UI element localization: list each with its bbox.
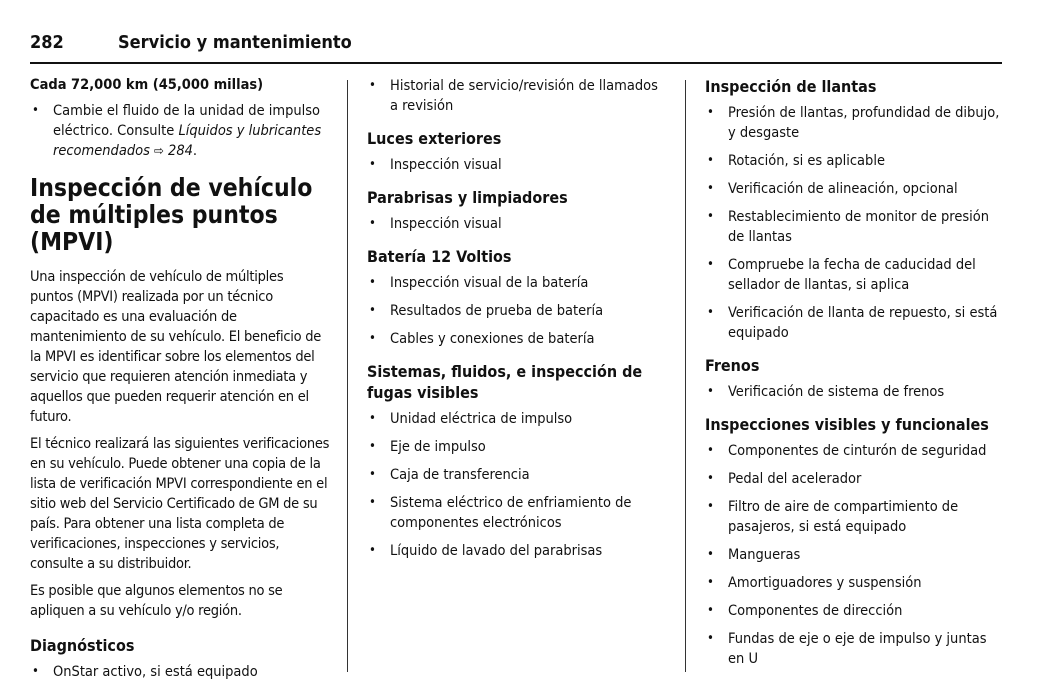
item-text: Caja de transferencia bbox=[390, 467, 530, 483]
bullet: • bbox=[707, 443, 714, 458]
item-text: Líquido de lavado del parabrisas bbox=[390, 543, 603, 559]
paragraph: Es posible que algunos elementos no se apliquen a su vehículo y/o región. bbox=[30, 583, 283, 619]
bullet: • bbox=[707, 209, 714, 224]
list-item bbox=[367, 155, 667, 175]
list-item bbox=[705, 601, 1005, 621]
mpvi-paragraphs bbox=[30, 267, 330, 621]
page-header bbox=[30, 30, 1002, 64]
section-list bbox=[705, 103, 1005, 343]
section-title: Servicio y mantenimiento bbox=[118, 32, 352, 53]
bullet: • bbox=[707, 384, 714, 399]
section-list bbox=[367, 214, 667, 234]
list-item bbox=[367, 541, 667, 561]
header-rule bbox=[30, 62, 1002, 64]
bullet: • bbox=[369, 495, 376, 510]
section-list bbox=[367, 155, 667, 175]
item-text: OnStar activo, si está equipado bbox=[53, 664, 258, 680]
item-text: Rotación, si es aplicable bbox=[728, 153, 885, 169]
bullet: • bbox=[369, 303, 376, 318]
section-list bbox=[705, 382, 1005, 402]
list-item bbox=[367, 329, 667, 349]
bullet: • bbox=[707, 631, 714, 646]
section-list bbox=[705, 441, 1005, 669]
bullet: • bbox=[369, 216, 376, 231]
item-text: Unidad eléctrica de impulso bbox=[390, 411, 573, 427]
section-list bbox=[367, 409, 667, 561]
bullet: • bbox=[707, 547, 714, 562]
list-item bbox=[30, 101, 330, 162]
section-heading: Frenos bbox=[705, 356, 760, 375]
item-text: Filtro de aire de compartimiento de pasajeros, si está equipado bbox=[728, 499, 959, 535]
list-item bbox=[367, 214, 667, 234]
list-item bbox=[705, 629, 1005, 669]
mpvi-title: Inspección de vehículo de múltiples puntos (MPVI) bbox=[30, 173, 313, 256]
bullet: • bbox=[707, 153, 714, 168]
item-text: Componentes de dirección bbox=[728, 603, 903, 619]
list-item bbox=[367, 409, 667, 429]
item-text: Historial de servicio/revisión de llamados a revisión bbox=[390, 78, 658, 114]
list-item bbox=[705, 303, 1005, 343]
item-text: Verificación de llanta de repuesto, si está equipado bbox=[728, 305, 998, 341]
list-item bbox=[367, 301, 667, 321]
column-divider bbox=[347, 80, 348, 672]
bullet: • bbox=[707, 603, 714, 618]
item-text: Verificación de sistema de frenos bbox=[728, 384, 945, 400]
right-sections bbox=[705, 76, 1005, 669]
list-item bbox=[705, 545, 1005, 565]
list-item bbox=[705, 469, 1005, 489]
item-text: Sistema eléctrico de enfriamiento de componentes electrónicos bbox=[390, 495, 632, 531]
section-heading: Inspecciones visibles y funcionales bbox=[705, 415, 989, 434]
diagnostics-heading: Diagnósticos bbox=[30, 636, 135, 655]
column-divider bbox=[685, 80, 686, 672]
list-item bbox=[705, 151, 1005, 171]
bullet: • bbox=[369, 543, 376, 558]
list-item bbox=[705, 497, 1005, 537]
bullet: • bbox=[707, 257, 714, 272]
bullet: • bbox=[369, 467, 376, 482]
column-left bbox=[30, 76, 330, 694]
bullet: • bbox=[707, 575, 714, 590]
section-list bbox=[367, 273, 667, 349]
list-item bbox=[705, 179, 1005, 199]
item-text: Resultados de prueba de batería bbox=[390, 303, 604, 319]
interval-heading: Cada 72,000 km (45,000 millas) bbox=[30, 77, 264, 93]
list-item bbox=[367, 465, 667, 485]
continued-list bbox=[367, 76, 667, 116]
page-number: 282 bbox=[30, 32, 64, 53]
item-text: Presión de llantas, profundidad de dibujo, y desgaste bbox=[728, 105, 1000, 141]
interval-list bbox=[30, 101, 330, 162]
bullet: • bbox=[369, 157, 376, 172]
paragraph: Una inspección de vehículo de múltiples puntos (MPVI) realizada por un técnico capacitado es una evaluación de mantenimiento de su vehículo. El beneficio de la MPVI es identificar sobre los elementos del servicio que requieren atención inmediata y aquellos que pueden requerir atención en el futuro. bbox=[30, 269, 322, 425]
item-text: Mangueras bbox=[728, 547, 801, 563]
middle-sections bbox=[367, 128, 667, 561]
bullet: • bbox=[32, 103, 39, 118]
bullet: • bbox=[369, 411, 376, 426]
list-item bbox=[705, 382, 1005, 402]
item-text: Inspección visual de la batería bbox=[390, 275, 589, 291]
list-item bbox=[367, 273, 667, 293]
item-text: Inspección visual bbox=[390, 157, 502, 173]
item-text: Cambie el fluido de la unidad de impulso eléctrico. Consulte bbox=[53, 103, 321, 139]
section-heading: Luces exteriores bbox=[367, 129, 502, 148]
item-text: Eje de impulso bbox=[390, 439, 486, 455]
bullet: • bbox=[369, 439, 376, 454]
item-text: Compruebe la fecha de caducidad del sellador de llantas, si aplica bbox=[728, 257, 976, 293]
section-heading: Batería 12 Voltios bbox=[367, 247, 512, 266]
item-reference: Líquidos y lubricantes recomendados bbox=[53, 123, 322, 159]
list-item bbox=[705, 573, 1005, 593]
bullet: • bbox=[707, 471, 714, 486]
list-item bbox=[705, 255, 1005, 295]
bullet: • bbox=[32, 664, 39, 679]
list-item bbox=[367, 493, 667, 533]
list-item bbox=[705, 207, 1005, 247]
list-item bbox=[705, 103, 1005, 143]
bullet: • bbox=[707, 499, 714, 514]
item-text: Inspección visual bbox=[390, 216, 502, 232]
item-text: Cables y conexiones de batería bbox=[390, 331, 595, 347]
item-text: Amortiguadores y suspensión bbox=[728, 575, 922, 591]
column-middle bbox=[367, 76, 667, 573]
reference-arrow-icon: ⇨ bbox=[154, 144, 164, 159]
bullet: • bbox=[707, 105, 714, 120]
item-tail: . bbox=[192, 143, 198, 159]
list-item bbox=[705, 441, 1005, 461]
bullet: • bbox=[369, 331, 376, 346]
bullet: • bbox=[369, 78, 376, 93]
bullet: • bbox=[369, 275, 376, 290]
diagnostics-list bbox=[30, 662, 330, 682]
paragraph: El técnico realizará las siguientes verificaciones en su vehículo. Puede obtener una copia de la lista de verificación MPVI correspondiente en el sitio web del Servicio Certificado de GM de su país. Para obtener una lista completa de verificaciones, inspecciones y servicios, consulte a su distribuidor. bbox=[30, 436, 330, 572]
section-heading: Parabrisas y limpiadores bbox=[367, 188, 568, 207]
item-text: Restablecimiento de monitor de presión de llantas bbox=[728, 209, 990, 245]
bullet: • bbox=[707, 181, 714, 196]
list-item bbox=[367, 76, 667, 116]
section-heading: Inspección de llantas bbox=[705, 77, 877, 96]
list-item bbox=[367, 437, 667, 457]
reference-page: 284 bbox=[168, 143, 193, 159]
list-item bbox=[30, 662, 330, 682]
item-text: Pedal del acelerador bbox=[728, 471, 862, 487]
item-text: Verificación de alineación, opcional bbox=[728, 181, 958, 197]
column-right bbox=[705, 76, 1005, 681]
bullet: • bbox=[707, 305, 714, 320]
section-heading: Sistemas, fluidos, e inspección de fugas visibles bbox=[367, 362, 643, 402]
item-text: Componentes de cinturón de seguridad bbox=[728, 443, 987, 459]
item-text: Fundas de eje o eje de impulso y juntas en U bbox=[728, 631, 987, 667]
